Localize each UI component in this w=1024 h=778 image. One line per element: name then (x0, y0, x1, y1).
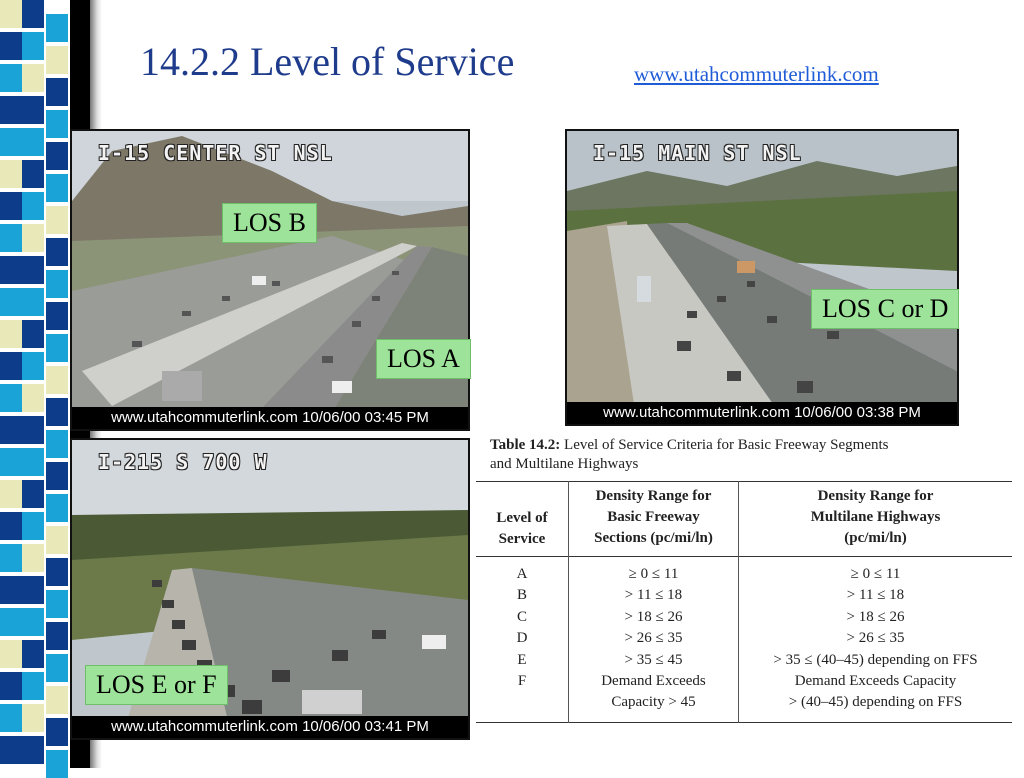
strip-square (22, 160, 44, 188)
strip-square (22, 576, 44, 604)
table-header-rule (476, 556, 1012, 557)
strip-square (46, 142, 68, 170)
camera-title: I-15 CENTER ST NSL (98, 141, 333, 165)
strip-square (0, 192, 22, 220)
table-cell: Demand Exceeds Capacity (794, 673, 957, 690)
strip-square (0, 32, 22, 60)
table-header-los (476, 508, 568, 550)
strip-square (0, 320, 22, 348)
table-cell: D (516, 630, 528, 647)
table-col-los (476, 564, 568, 692)
table-header-line: Multilane Highways (810, 509, 941, 525)
table-header-line: Sections (pc/mi/ln) (594, 530, 713, 546)
camera-title: I-15 MAIN ST NSL (593, 141, 802, 165)
table-cell: > 26 ≤ 35 (846, 630, 905, 647)
table-col-freeway (569, 564, 738, 714)
los-a-label: LOS A (376, 339, 471, 379)
table-cell: > (40–45) depending on FFS (788, 694, 963, 711)
table-header-multilane (739, 486, 1012, 549)
table-bottom-rule (476, 722, 1012, 723)
strip-square (46, 654, 68, 682)
strip-square (0, 448, 22, 476)
table-cell: > 11 ≤ 18 (846, 587, 905, 604)
table-cell: ≥ 0 ≤ 11 (850, 566, 901, 582)
strip-square (22, 672, 44, 700)
strip-square (46, 494, 68, 522)
table-cell: > 11 ≤ 18 (624, 587, 683, 604)
strip-square (22, 704, 44, 732)
table-header-line: Density Range for (595, 488, 712, 504)
table-col-multilane (739, 564, 1012, 714)
strip-square (0, 640, 22, 668)
strip-square (22, 256, 44, 284)
strip-square (0, 0, 22, 28)
strip-square (22, 352, 44, 380)
table-cell: Demand Exceeds (601, 673, 706, 690)
strip-square (0, 288, 22, 316)
table-caption-number: Table 14.2: (490, 437, 561, 453)
strip-square (22, 544, 44, 572)
strip-square (46, 270, 68, 298)
camera-image-main-st (565, 129, 959, 426)
strip-square (22, 96, 44, 124)
table-cell: F (517, 673, 527, 690)
strip-square (22, 608, 44, 636)
strip-square (0, 608, 22, 636)
strip-square (22, 288, 44, 316)
los-e-f-label: LOS E or F (85, 665, 228, 705)
traffic-scene-2 (567, 131, 957, 424)
strip-square (0, 160, 22, 188)
strip-square (46, 558, 68, 586)
strip-square (46, 14, 68, 42)
traffic-scene-1 (72, 131, 468, 429)
strip-square (22, 416, 44, 444)
table-top-rule (476, 481, 1012, 482)
table-cell: > 35 ≤ 45 (624, 651, 683, 668)
table-cell: > 26 ≤ 35 (624, 630, 683, 647)
table-cell: Capacity > 45 (611, 694, 696, 711)
camera-title: I-215 S 700 W (98, 450, 268, 474)
table-caption-line1: Level of Service Criteria for Basic Freeway Segments (564, 437, 889, 453)
strip-square (46, 398, 68, 426)
strip-square (22, 64, 44, 92)
strip-square (46, 78, 68, 106)
strip-square (22, 192, 44, 220)
table-header-line: Basic Freeway (607, 509, 700, 525)
strip-square (0, 736, 22, 764)
strip-square (22, 32, 44, 60)
strip-square (46, 462, 68, 490)
strip-square (46, 750, 68, 778)
camera-image-center-st (70, 129, 470, 431)
strip-square (22, 480, 44, 508)
strip-square (22, 448, 44, 476)
los-criteria-table (470, 432, 1012, 732)
table-cell: A (516, 566, 528, 582)
los-c-d-label: LOS C or D (811, 289, 959, 329)
strip-square (22, 512, 44, 540)
source-link[interactable]: www.utahcommuterlink.com (634, 62, 879, 86)
strip-square (0, 704, 22, 732)
strip-square (46, 206, 68, 234)
camera-timestamp: www.utahcommuterlink.com 10/06/00 03:45 PM (72, 407, 468, 429)
table-copyright (670, 726, 830, 734)
strip-square (46, 46, 68, 74)
strip-square (46, 590, 68, 618)
strip-square (46, 110, 68, 138)
strip-square (0, 352, 22, 380)
strip-square (22, 320, 44, 348)
strip-square (46, 334, 68, 362)
strip-square (0, 96, 22, 124)
strip-square (0, 224, 22, 252)
table-caption-line2: and Multilane Highways (490, 456, 639, 472)
slide-title: 14.2.2 Level of Service (140, 39, 515, 84)
strip-square (22, 224, 44, 252)
strip-square (0, 416, 22, 444)
strip-square (0, 576, 22, 604)
strip-square (0, 64, 22, 92)
strip-square (46, 430, 68, 458)
strip-square (0, 128, 22, 156)
table-header-line: Level of (496, 510, 548, 526)
table-cell: > 18 ≤ 26 (624, 608, 683, 625)
strip-square (0, 384, 22, 412)
strip-square (46, 686, 68, 714)
table-cell: B (516, 587, 527, 604)
strip-square (46, 718, 68, 746)
strip-square (46, 302, 68, 330)
table-header-freeway (569, 486, 738, 549)
table-header-line: Density Range for (817, 488, 934, 504)
los-b-label: LOS B (222, 203, 317, 243)
table-header-line: (pc/mi/ln) (844, 530, 907, 546)
strip-square (22, 640, 44, 668)
strip-square (46, 366, 68, 394)
strip-square (46, 174, 68, 202)
table-cell: > 35 ≤ (40–45) depending on FFS (773, 651, 978, 668)
table-header-line: Service (498, 531, 546, 547)
strip-square (0, 480, 22, 508)
strip-square (0, 512, 22, 540)
strip-square (22, 0, 44, 28)
strip-square (46, 526, 68, 554)
table-cell: E (517, 651, 527, 668)
table-cell: > 18 ≤ 26 (846, 608, 905, 625)
camera-timestamp: www.utahcommuterlink.com 10/06/00 03:38 PM (567, 402, 957, 424)
strip-square (22, 736, 44, 764)
table-caption (490, 436, 1000, 474)
strip-square (22, 384, 44, 412)
strip-square (22, 128, 44, 156)
table-cell: ≥ 0 ≤ 11 (628, 566, 679, 582)
camera-timestamp: www.utahcommuterlink.com 10/06/00 03:41 PM (72, 716, 468, 738)
strip-square (0, 256, 22, 284)
strip-square (46, 622, 68, 650)
strip-square (0, 672, 22, 700)
strip-square (46, 238, 68, 266)
table-cell: C (516, 608, 527, 625)
strip-square (0, 544, 22, 572)
